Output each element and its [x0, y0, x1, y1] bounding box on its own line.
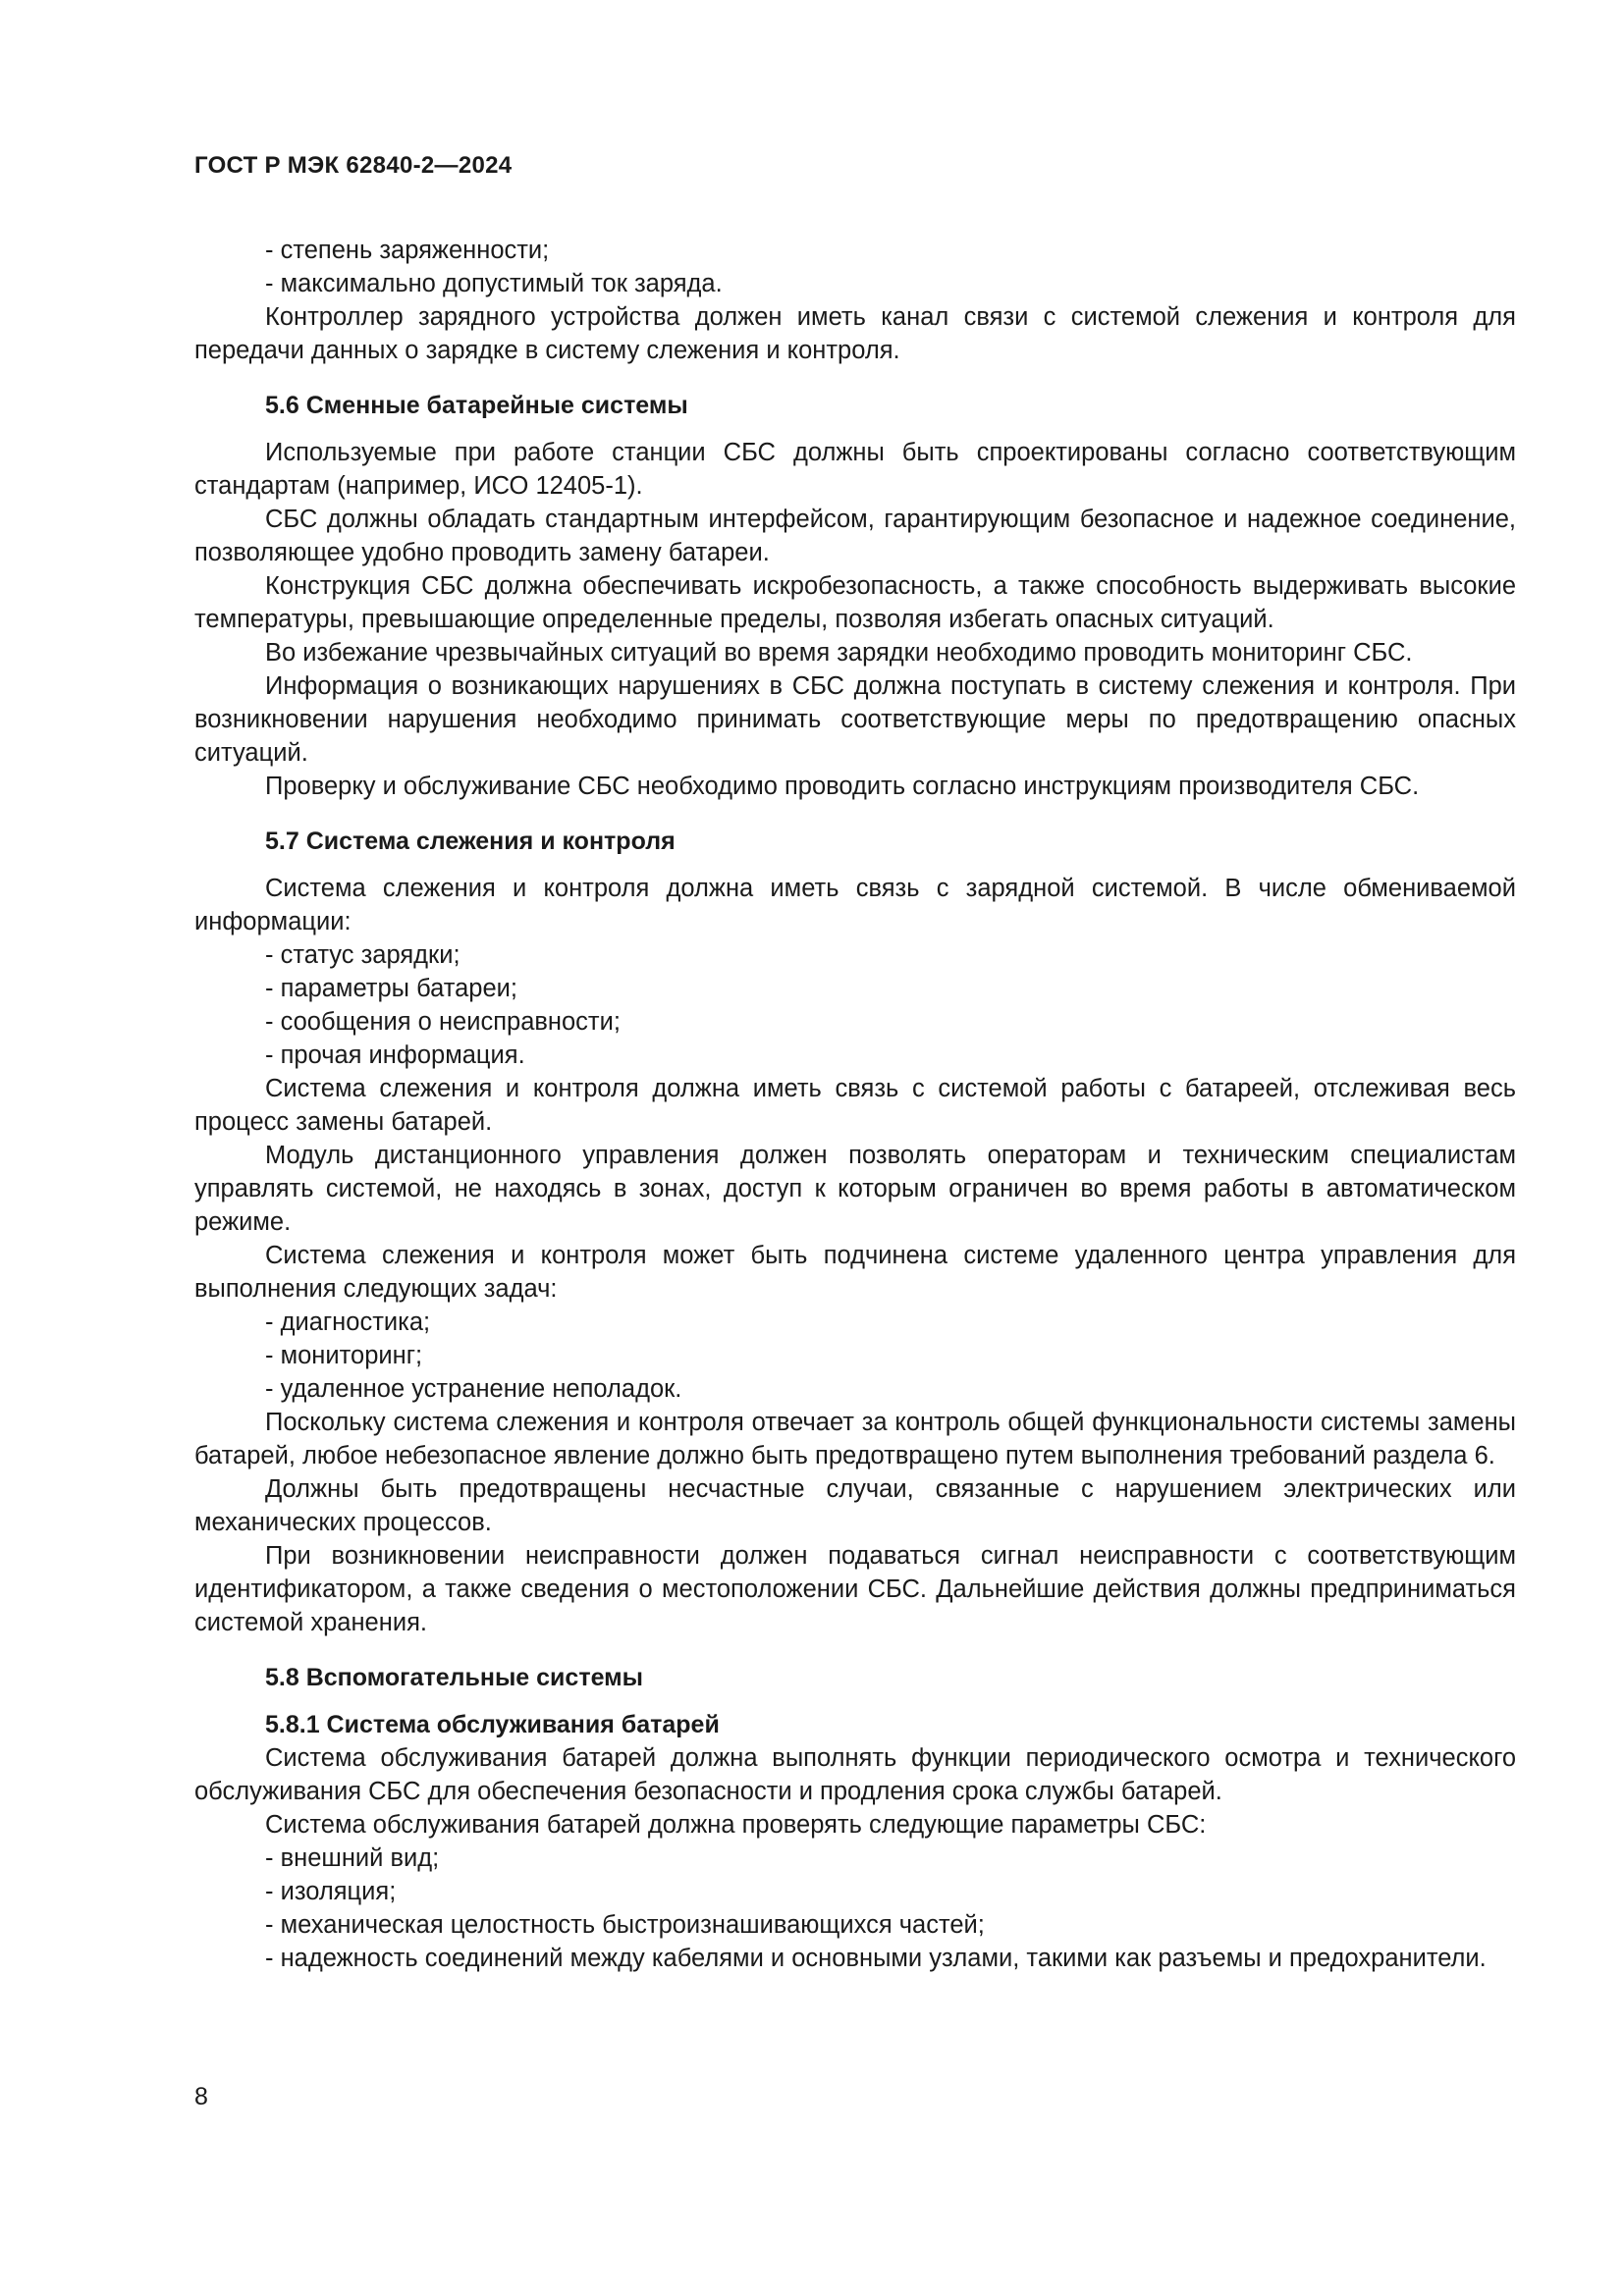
paragraph: Система слежения и контроля может быть подчинена системе удаленного центра управления для выполнения следующих задач:	[194, 1242, 1516, 1303]
document-header: ГОСТ Р МЭК 62840-2—2024	[194, 152, 513, 179]
list-item: - диагностика;	[265, 1308, 431, 1336]
section-heading-5-6: 5.6 Сменные батарейные системы	[265, 392, 688, 419]
list-item: - механическая целостность быстроизнашивающихся частей;	[265, 1911, 985, 1939]
list-item: - мониторинг;	[265, 1342, 423, 1369]
list-item: - сообщения о неисправности;	[265, 1008, 621, 1036]
paragraph: Контроллер зарядного устройства должен иметь канал связи с системой слежения и контроля для передачи данных о зарядке в систему слежения и контроля.	[194, 303, 1516, 364]
paragraph: Поскольку система слежения и контроля отвечает за контроль общей функциональности системы замены батарей, любое небезопасное явление должно быть предотвращено путем выполнения требований раздела 6.	[194, 1409, 1516, 1469]
list-item: - максимально допустимый ток заряда.	[265, 270, 723, 297]
page-number: 8	[194, 2083, 208, 2110]
list-item: - параметры батареи;	[265, 975, 517, 1002]
paragraph: Система слежения и контроля должна иметь связь с зарядной системой. В числе обмениваемой информации:	[194, 875, 1516, 935]
list-item: - изоляция;	[265, 1878, 397, 1905]
section-heading-5-8: 5.8 Вспомогательные системы	[265, 1664, 643, 1691]
paragraph: СБС должны обладать стандартным интерфейсом, гарантирующим безопасное и надежное соединение, позволяющее удобно проводить замену батареи.	[194, 506, 1516, 566]
list-item: - статус зарядки;	[265, 941, 460, 969]
paragraph: Информация о возникающих нарушениях в СБС должна поступать в систему слежения и контроля. При возникновении нарушения необходимо принимать соответствующие меры по предотвращению опасных ситуаций.	[194, 672, 1516, 767]
paragraph: Должны быть предотвращены несчастные случаи, связанные с нарушением электрических или механических процессов.	[194, 1475, 1516, 1536]
subsection-heading-5-8-1: 5.8.1 Система обслуживания батарей	[265, 1711, 720, 1738]
document-body	[194, 234, 1516, 1975]
section-heading-5-7: 5.7 Система слежения и контроля	[265, 828, 676, 855]
list-item: - степень заряженности;	[265, 237, 550, 264]
paragraph: Система обслуживания батарей должна выполнять функции периодического осмотра и технического обслуживания СБС для обеспечения безопасности и продления срока службы батарей.	[194, 1744, 1516, 1805]
paragraph: Модуль дистанционного управления должен позволять операторам и техническим специалистам управлять системой, не находясь в зонах, доступ к которым ограничен во время работы в автоматическом режиме.	[194, 1142, 1516, 1236]
paragraph: Во избежание чрезвычайных ситуаций во время зарядки необходимо проводить мониторинг СБС.	[265, 639, 1413, 667]
paragraph: Используемые при работе станции СБС должны быть спроектированы согласно соответствующим стандартам (например, ИСО 12405-1).	[194, 439, 1516, 500]
paragraph: Система обслуживания батарей должна проверять следующие параметры СБС:	[265, 1811, 1207, 1839]
paragraph: Проверку и обслуживание СБС необходимо проводить согласно инструкциям производителя СБС.	[265, 773, 1420, 800]
paragraph: При возникновении неисправности должен подаваться сигнал неисправности с соответствующим идентификатором, а также сведения о местоположении СБС. Дальнейшие действия должны предприниматься системой хранения.	[194, 1542, 1516, 1636]
list-item: - внешний вид;	[265, 1844, 440, 1872]
list-item: - удаленное устранение неполадок.	[265, 1375, 682, 1403]
list-item: - прочая информация.	[265, 1041, 525, 1069]
paragraph: Система слежения и контроля должна иметь связь с системой работы с батареей, отслеживая весь процесс замены батарей.	[194, 1075, 1516, 1136]
list-item: - надежность соединений между кабелями и основными узлами, такими как разъемы и предохранители.	[265, 1945, 1487, 1972]
paragraph: Конструкция СБС должна обеспечивать искробезопасность, а также способность выдерживать высокие температуры, превышающие определенные пределы, позволяя избегать опасных ситуаций.	[194, 572, 1516, 633]
